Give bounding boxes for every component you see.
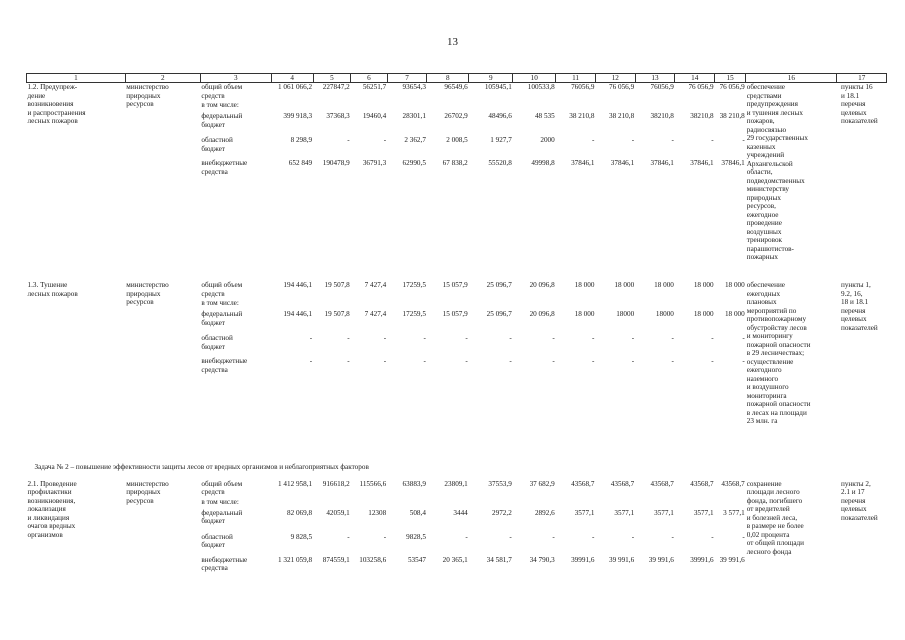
value-cell: 103258,6: [359, 555, 387, 564]
value-cell: 2972,2: [492, 508, 512, 517]
value-cell: [556, 101, 596, 112]
value-cell: [595, 299, 635, 310]
value-cell: 1 321 059,8: [277, 555, 313, 564]
value-cell: 43568,7: [721, 479, 745, 488]
value-cell: 194 446,1: [283, 310, 313, 319]
value-cell: 3 577,1: [723, 508, 745, 517]
column-header: 1: [27, 74, 126, 83]
value-cell: -: [671, 136, 674, 145]
value-cell: [271, 101, 313, 112]
value-cell: 227847,2: [322, 83, 350, 92]
funding-source: в том числе:: [201, 497, 239, 506]
column-header: 7: [387, 74, 427, 83]
value-cell: 43568,7: [690, 479, 714, 488]
value-cell: [715, 101, 746, 112]
value-cell: [427, 101, 469, 112]
value-cell: 15 057,9: [442, 310, 468, 319]
funding-source: внебюджетные средства: [201, 357, 248, 374]
value-cell: 36791,3: [362, 159, 387, 168]
value-cell: 3444: [453, 508, 468, 517]
value-cell: 56251,7: [362, 83, 387, 92]
value-cell: 9828,5: [406, 532, 426, 541]
column-header: 9: [469, 74, 513, 83]
table-row: [27, 480, 887, 498]
column-header: 14: [675, 74, 715, 83]
value-cell: 7 427,4: [364, 310, 387, 319]
expected-result: обеспечение ежегодных плановых мероприятий по противопожарному обустройству лесов и мониторингу пожарной опасности в 29 лесничествах; осуществление ежегодного наземного и воздушного мониторинга пожарной опасности в лесах на площади 23 млн. га: [746, 281, 811, 426]
value-cell: -: [742, 357, 745, 366]
value-cell: 19 507,8: [324, 281, 350, 290]
value-cell: -: [552, 357, 555, 366]
column-header: 8: [427, 74, 469, 83]
value-cell: 18 000: [693, 281, 714, 290]
value-cell: 1 412 958,1: [277, 479, 313, 488]
value-cell: 49998,8: [531, 159, 555, 168]
value-cell: 38 210,8: [569, 112, 595, 121]
value-cell: 15 057,9: [442, 281, 468, 290]
value-cell: 42059,1: [326, 508, 350, 517]
value-cell: -: [742, 334, 745, 343]
value-cell: 39 991,6: [609, 555, 635, 564]
value-cell: [595, 498, 635, 509]
value-cell: 43568,7: [610, 479, 635, 488]
value-cell: [313, 498, 351, 509]
value-cell: [313, 101, 351, 112]
column-header: 15: [715, 74, 746, 83]
value-cell: 39991,6: [690, 555, 714, 564]
value-cell: -: [671, 357, 674, 366]
executor: министерство природных ресурсов: [126, 83, 169, 109]
value-cell: 18 000: [724, 310, 745, 319]
value-cell: 76056,9: [571, 83, 595, 92]
value-cell: [715, 498, 746, 509]
value-cell: -: [631, 136, 635, 145]
funding-source: федеральный бюджет: [201, 112, 243, 129]
value-cell: 874559,1: [322, 555, 350, 564]
value-cell: 18000: [655, 310, 674, 319]
value-cell: -: [711, 532, 714, 541]
value-cell: 76 056,9: [688, 83, 714, 92]
value-cell: 194 446,1: [283, 281, 313, 290]
value-cell: 399 918,3: [283, 112, 313, 121]
value-cell: -: [347, 357, 350, 366]
value-cell: -: [347, 334, 350, 343]
value-cell: -: [552, 334, 555, 343]
value-cell: 37846,1: [721, 159, 745, 168]
value-cell: [556, 498, 596, 509]
executor: министерство природных ресурсов: [126, 479, 169, 505]
value-cell: [387, 299, 427, 310]
page-number: 13: [447, 36, 458, 48]
value-cell: 17259,5: [402, 310, 426, 319]
value-cell: -: [552, 532, 555, 541]
expected-result: обеспечение средствами предупреждения и тушения лесных пожаров, радиосвязью 29 государственных казенных учреждений Архангельской области, подведомственных министерству природных ресурсов, ежегодное проведение воздушных тренировок парашютистов- пожарных: [746, 83, 808, 262]
value-cell: 76 056,9: [719, 83, 745, 92]
value-cell: [469, 101, 513, 112]
target-indicators: пункты 1, 9.2, 16, 18 и 18.1 перечня целевых показателей: [840, 281, 878, 332]
value-cell: [351, 498, 388, 509]
value-cell: [595, 101, 635, 112]
value-cell: -: [309, 334, 313, 343]
value-cell: 37846,1: [650, 159, 674, 168]
column-header: 3: [200, 74, 271, 83]
value-cell: 28301,1: [402, 112, 426, 121]
value-cell: 25 096,7: [486, 310, 512, 319]
value-cell: 37368,3: [326, 112, 350, 121]
column-header: 11: [556, 74, 596, 83]
program-table: [26, 73, 887, 576]
funding-source: областной бюджет: [201, 136, 233, 153]
value-cell: 38210,8: [690, 112, 714, 121]
value-cell: -: [383, 357, 387, 366]
value-cell: 916618,2: [322, 479, 350, 488]
value-cell: 19 507,8: [324, 310, 350, 319]
value-cell: [675, 101, 715, 112]
value-cell: 18 000: [654, 281, 674, 290]
value-cell: 55520,8: [488, 159, 512, 168]
value-cell: 12308: [368, 508, 387, 517]
value-cell: [271, 299, 313, 310]
value-cell: 39991,6: [571, 555, 595, 564]
value-cell: 100533,8: [527, 83, 555, 92]
value-cell: 3577,1: [693, 508, 714, 517]
value-cell: 48496,6: [488, 112, 512, 121]
value-cell: 20 365,1: [442, 555, 468, 564]
value-cell: 18 000: [614, 281, 635, 290]
column-header-row: [27, 74, 887, 83]
value-cell: 39 991,6: [719, 555, 745, 564]
funding-source: внебюджетные средства: [201, 555, 248, 573]
value-cell: 105945,1: [484, 83, 512, 92]
value-cell: [513, 498, 556, 509]
value-cell: 2 362,7: [404, 136, 426, 145]
value-cell: 18 000: [574, 310, 595, 319]
value-cell: [635, 101, 675, 112]
value-cell: [675, 498, 715, 509]
measure-name: 1.2. Предупреж- дение возникновения и распространения лесных пожаров: [27, 83, 86, 126]
value-cell: -: [631, 532, 635, 541]
value-cell: 82 069,8: [286, 508, 313, 517]
spacer-row: [27, 271, 887, 281]
table-row: [27, 83, 887, 102]
table-row: [27, 281, 887, 299]
value-cell: -: [383, 136, 387, 145]
funding-source: в том числе:: [201, 299, 239, 308]
value-cell: [513, 101, 556, 112]
value-cell: [513, 299, 556, 310]
value-cell: 53547: [407, 555, 426, 564]
value-cell: -: [631, 334, 635, 343]
measure-name: 1.3. Тушение лесных пожаров: [27, 281, 78, 298]
value-cell: -: [711, 334, 714, 343]
value-cell: 37553,9: [488, 479, 512, 488]
value-cell: -: [711, 357, 714, 366]
value-cell: 62990,5: [402, 159, 426, 168]
value-cell: 2892,6: [534, 508, 555, 517]
funding-source: федеральный бюджет: [201, 508, 243, 526]
value-cell: [469, 498, 513, 509]
value-cell: [427, 299, 469, 310]
value-cell: -: [631, 357, 635, 366]
funding-source: внебюджетные средства: [201, 159, 248, 176]
value-cell: -: [465, 357, 468, 366]
value-cell: -: [742, 532, 745, 541]
value-cell: 37846,1: [571, 159, 595, 168]
value-cell: 37 682,9: [529, 479, 555, 488]
value-cell: 38 210,8: [609, 112, 635, 121]
column-header: 6: [351, 74, 388, 83]
value-cell: 508,4: [409, 508, 426, 517]
value-cell: -: [509, 532, 512, 541]
value-cell: 37846,1: [690, 159, 714, 168]
funding-source: областной бюджет: [201, 334, 233, 351]
column-header: 4: [271, 74, 313, 83]
value-cell: 19460,4: [362, 112, 387, 121]
funding-source: в том числе:: [201, 101, 239, 110]
column-header: 12: [595, 74, 635, 83]
column-header: 10: [513, 74, 556, 83]
value-cell: 3577,1: [574, 508, 595, 517]
value-cell: 17259,5: [402, 281, 426, 290]
value-cell: 76 056,9: [609, 83, 635, 92]
value-cell: [427, 498, 469, 509]
value-cell: 38210,8: [650, 112, 674, 121]
value-cell: -: [383, 334, 387, 343]
executor: министерство природных ресурсов: [126, 281, 169, 307]
value-cell: 1 061 066,2: [277, 83, 313, 92]
value-cell: 76056,9: [650, 83, 674, 92]
value-cell: -: [509, 334, 512, 343]
value-cell: -: [423, 357, 426, 366]
value-cell: [271, 498, 313, 509]
value-cell: [313, 299, 351, 310]
value-cell: -: [711, 136, 714, 145]
value-cell: 652 849: [288, 159, 313, 168]
value-cell: -: [309, 357, 313, 366]
value-cell: 18 000: [724, 281, 745, 290]
value-cell: [715, 299, 746, 310]
value-cell: 38 210,8: [719, 112, 745, 121]
value-cell: -: [465, 334, 468, 343]
target-indicators: пункты 2, 2.1 и 17 перечня целевых показателей: [840, 479, 878, 522]
column-header: 17: [837, 74, 887, 83]
value-cell: -: [671, 334, 674, 343]
value-cell: 93654,3: [402, 83, 426, 92]
value-cell: 2000: [540, 136, 555, 145]
value-cell: 9 828,5: [290, 532, 313, 541]
value-cell: -: [592, 334, 595, 343]
value-cell: 20 096,8: [529, 310, 555, 319]
value-cell: 43568,7: [571, 479, 595, 488]
value-cell: 63883,9: [402, 479, 426, 488]
value-cell: -: [347, 136, 350, 145]
value-cell: -: [592, 532, 595, 541]
value-cell: [351, 101, 388, 112]
column-header: 5: [313, 74, 351, 83]
value-cell: -: [592, 136, 595, 145]
value-cell: 37846,1: [610, 159, 635, 168]
value-cell: 7 427,4: [364, 281, 387, 290]
value-cell: [556, 299, 596, 310]
funding-source: федеральный бюджет: [201, 310, 243, 327]
value-cell: 34 581,7: [486, 555, 512, 564]
value-cell: 20 096,8: [529, 281, 555, 290]
value-cell: 67 838,2: [442, 159, 468, 168]
task-title: Задача № 2 – повышение эффективности защиты лесов от вредных организмов и неблагоприятных факторов: [34, 463, 369, 472]
funding-source: областной бюджет: [201, 532, 233, 550]
value-cell: -: [383, 532, 387, 541]
value-cell: [635, 299, 675, 310]
value-cell: 26702,9: [444, 112, 468, 121]
value-cell: -: [671, 532, 674, 541]
value-cell: [387, 101, 427, 112]
value-cell: 43568,7: [650, 479, 674, 488]
funding-source: общий объем средств: [201, 479, 243, 497]
column-header: 2: [125, 74, 200, 83]
value-cell: -: [742, 136, 745, 145]
value-cell: -: [592, 357, 595, 366]
value-cell: 48 535: [534, 112, 555, 121]
value-cell: 18 000: [693, 310, 714, 319]
value-cell: [351, 299, 388, 310]
value-cell: 34 790,3: [529, 555, 555, 564]
value-cell: 3577,1: [614, 508, 635, 517]
value-cell: 18000: [616, 310, 635, 319]
value-cell: 96549,6: [444, 83, 468, 92]
value-cell: 18 000: [574, 281, 595, 290]
value-cell: 3577,1: [654, 508, 674, 517]
value-cell: -: [509, 357, 512, 366]
value-cell: [675, 299, 715, 310]
column-header: 13: [635, 74, 675, 83]
value-cell: 23809,1: [444, 479, 468, 488]
value-cell: -: [423, 334, 426, 343]
value-cell: -: [347, 532, 350, 541]
value-cell: 1 927,7: [490, 136, 512, 145]
value-cell: 8 298,9: [290, 136, 313, 145]
value-cell: 25 096,7: [486, 281, 512, 290]
value-cell: 39 991,6: [648, 555, 674, 564]
column-header: 16: [746, 74, 837, 83]
value-cell: 2 008,5: [446, 136, 468, 145]
value-cell: [469, 299, 513, 310]
expected-result: сохранение площади лесного фонда, погибшего от вредителей и болезней леса, в размере не более 0,02 процента от общей площади лесного фонда: [746, 479, 805, 556]
measure-name: 2.1. Проведение профилактики возникновения, локализация и ликвидация очагов вредных организмов: [27, 479, 77, 539]
funding-source: общий объем средств: [201, 281, 243, 298]
task-row: [27, 457, 887, 479]
value-cell: [387, 498, 427, 509]
value-cell: -: [465, 532, 468, 541]
value-cell: 190478,9: [322, 159, 350, 168]
funding-source: общий объем средств: [201, 83, 243, 100]
value-cell: 115566,6: [359, 479, 387, 488]
target-indicators: пункты 16 и 18.1 перечня целевых показателей: [840, 83, 878, 126]
value-cell: [635, 498, 675, 509]
